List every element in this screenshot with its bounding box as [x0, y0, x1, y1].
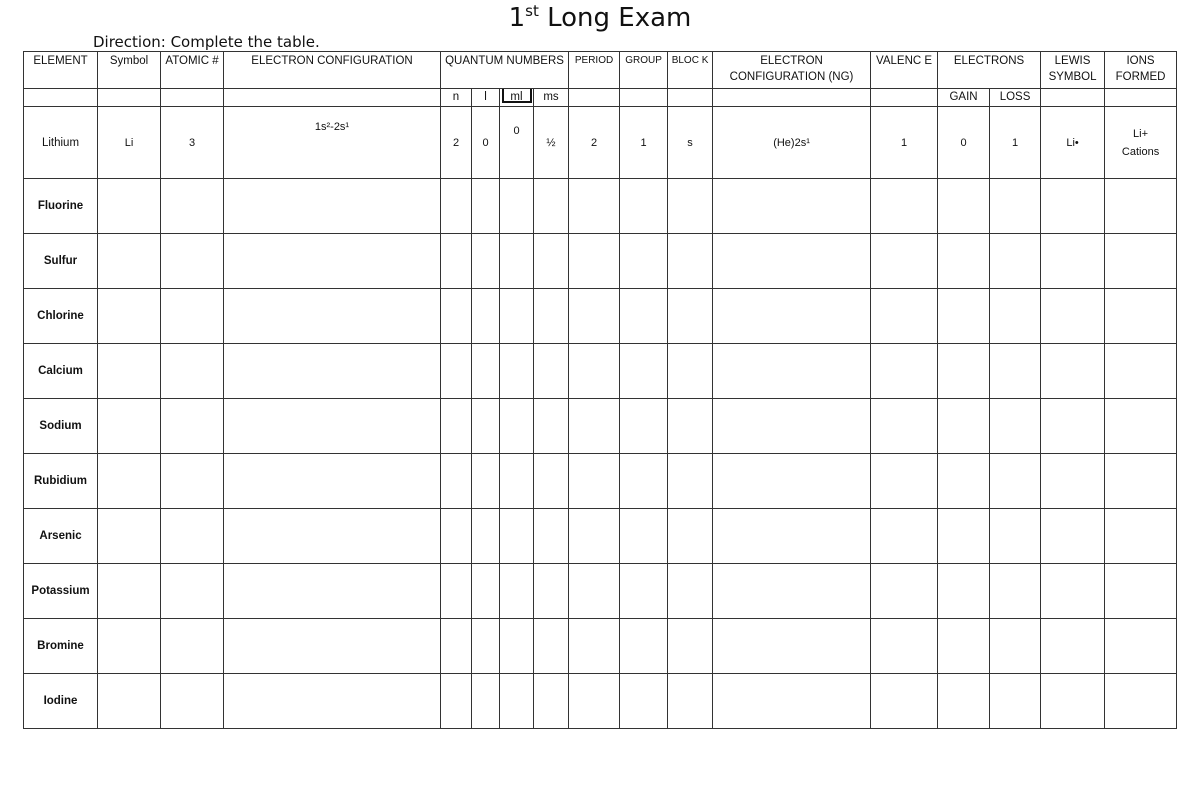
example-lewis: Li• — [1041, 107, 1105, 179]
answer-cell[interactable] — [620, 674, 668, 729]
answer-cell[interactable] — [500, 399, 534, 454]
header-element: ELEMENT — [24, 52, 98, 89]
answer-cell[interactable] — [713, 509, 871, 564]
answer-cell[interactable] — [224, 399, 441, 454]
answer-cell[interactable] — [224, 234, 441, 289]
answer-cell[interactable] — [98, 564, 161, 619]
answer-cell[interactable] — [938, 179, 990, 234]
answer-cell[interactable] — [938, 399, 990, 454]
answer-cell[interactable] — [1041, 234, 1105, 289]
answer-cell[interactable] — [1041, 344, 1105, 399]
answer-cell[interactable] — [620, 234, 668, 289]
example-loss: 1 — [990, 107, 1041, 179]
answer-cell[interactable] — [98, 179, 161, 234]
answer-cell[interactable] — [161, 234, 224, 289]
element-row — [24, 344, 1177, 399]
example-valence: 1 — [871, 107, 938, 179]
header-group: GROUP — [620, 52, 668, 89]
answer-cell[interactable] — [990, 289, 1041, 344]
answer-cell[interactable] — [569, 344, 620, 399]
answer-cell[interactable] — [620, 564, 668, 619]
header-lewis: LEWIS SYMBOL — [1041, 52, 1105, 89]
answer-cell[interactable] — [713, 619, 871, 674]
answer-cell[interactable] — [441, 344, 472, 399]
answer-cell[interactable] — [713, 674, 871, 729]
header-block: BLOC K — [668, 52, 713, 89]
answer-cell[interactable] — [534, 509, 569, 564]
header-config: ELECTRON CONFIGURATION — [224, 52, 441, 89]
header-row — [24, 52, 1177, 89]
header-valence: VALENC E — [871, 52, 938, 89]
header-ions: IONS FORMED — [1105, 52, 1177, 89]
answer-cell[interactable] — [668, 674, 713, 729]
answer-cell[interactable] — [1041, 454, 1105, 509]
element-name: Calcium — [24, 344, 98, 399]
answer-cell[interactable] — [990, 234, 1041, 289]
example-ml: 0 — [500, 107, 534, 179]
answer-cell[interactable] — [1105, 454, 1177, 509]
element-row — [24, 619, 1177, 674]
element-name: Sodium — [24, 399, 98, 454]
answer-cell[interactable] — [224, 344, 441, 399]
answer-cell[interactable] — [871, 674, 938, 729]
example-ms: ½ — [534, 107, 569, 179]
answer-cell[interactable] — [161, 399, 224, 454]
answer-cell[interactable] — [938, 674, 990, 729]
answer-cell[interactable] — [990, 344, 1041, 399]
header-config-ng: ELECTRON CONFIGURATION (NG) — [713, 52, 871, 89]
header-period: PERIOD — [569, 52, 620, 89]
answer-cell[interactable] — [500, 179, 534, 234]
answer-cell[interactable] — [1041, 289, 1105, 344]
example-row — [24, 107, 1177, 179]
answer-cell[interactable] — [472, 289, 500, 344]
answer-cell[interactable] — [569, 674, 620, 729]
element-name: Rubidium — [24, 454, 98, 509]
answer-cell[interactable] — [620, 509, 668, 564]
example-block: s — [668, 107, 713, 179]
answer-cell[interactable] — [713, 454, 871, 509]
example-ions: Li+ Cations — [1105, 107, 1177, 179]
answer-cell[interactable] — [472, 399, 500, 454]
answer-cell[interactable] — [620, 289, 668, 344]
answer-cell[interactable] — [668, 509, 713, 564]
subheader-ml: ml — [500, 89, 534, 107]
answer-cell[interactable] — [668, 234, 713, 289]
subheader-n: n — [441, 89, 472, 107]
example-element: Lithium — [24, 107, 98, 179]
answer-cell[interactable] — [871, 399, 938, 454]
exam-table — [23, 51, 1177, 729]
answer-cell[interactable] — [938, 509, 990, 564]
subheader-row — [24, 89, 1177, 107]
answer-cell[interactable] — [441, 289, 472, 344]
subheader-loss: LOSS — [990, 89, 1041, 107]
element-row — [24, 179, 1177, 234]
answer-cell[interactable] — [98, 619, 161, 674]
answer-cell[interactable] — [1105, 509, 1177, 564]
answer-cell[interactable] — [441, 234, 472, 289]
answer-cell[interactable] — [500, 234, 534, 289]
header-quantum: QUANTUM NUMBERS — [441, 52, 569, 89]
answer-cell[interactable] — [1041, 619, 1105, 674]
element-row — [24, 454, 1177, 509]
answer-cell[interactable] — [1105, 674, 1177, 729]
answer-cell[interactable] — [500, 289, 534, 344]
answer-cell[interactable] — [620, 454, 668, 509]
answer-cell[interactable] — [990, 619, 1041, 674]
answer-cell[interactable] — [224, 674, 441, 729]
answer-cell[interactable] — [990, 454, 1041, 509]
answer-cell[interactable] — [713, 564, 871, 619]
answer-cell[interactable] — [534, 344, 569, 399]
answer-cell[interactable] — [620, 619, 668, 674]
answer-cell[interactable] — [713, 179, 871, 234]
answer-cell[interactable] — [534, 619, 569, 674]
answer-cell[interactable] — [98, 509, 161, 564]
answer-cell[interactable] — [472, 454, 500, 509]
answer-cell[interactable] — [161, 564, 224, 619]
answer-cell[interactable] — [668, 454, 713, 509]
answer-cell[interactable] — [668, 289, 713, 344]
answer-cell[interactable] — [1105, 179, 1177, 234]
answer-cell[interactable] — [441, 619, 472, 674]
answer-cell[interactable] — [500, 564, 534, 619]
answer-cell[interactable] — [1105, 344, 1177, 399]
element-name: Arsenic — [24, 509, 98, 564]
answer-cell[interactable] — [500, 619, 534, 674]
element-row — [24, 289, 1177, 344]
element-name: Potassium — [24, 564, 98, 619]
element-name: Sulfur — [24, 234, 98, 289]
answer-cell[interactable] — [534, 179, 569, 234]
answer-cell[interactable] — [98, 234, 161, 289]
answer-cell[interactable] — [534, 564, 569, 619]
answer-cell[interactable] — [713, 399, 871, 454]
answer-cell[interactable] — [938, 234, 990, 289]
answer-cell[interactable] — [500, 509, 534, 564]
answer-cell[interactable] — [713, 289, 871, 344]
answer-cell[interactable] — [472, 564, 500, 619]
answer-cell[interactable] — [668, 179, 713, 234]
answer-cell[interactable] — [871, 234, 938, 289]
answer-cell[interactable] — [534, 674, 569, 729]
answer-cell[interactable] — [569, 234, 620, 289]
answer-cell[interactable] — [620, 179, 668, 234]
example-l: 0 — [472, 107, 500, 179]
answer-cell[interactable] — [161, 454, 224, 509]
element-row — [24, 399, 1177, 454]
answer-cell[interactable] — [1041, 179, 1105, 234]
example-config: 1s²-2s¹ — [224, 107, 441, 179]
answer-cell[interactable] — [441, 454, 472, 509]
answer-cell[interactable] — [569, 289, 620, 344]
element-name: Chlorine — [24, 289, 98, 344]
answer-cell[interactable] — [938, 289, 990, 344]
answer-cell[interactable] — [990, 674, 1041, 729]
answer-cell[interactable] — [441, 564, 472, 619]
answer-cell[interactable] — [871, 289, 938, 344]
answer-cell[interactable] — [98, 399, 161, 454]
answer-cell[interactable] — [1105, 564, 1177, 619]
answer-cell[interactable] — [161, 674, 224, 729]
answer-cell[interactable] — [534, 399, 569, 454]
page-title: 1st Long Exam — [508, 2, 692, 33]
element-row — [24, 509, 1177, 564]
header-symbol: Symbol — [98, 52, 161, 89]
answer-cell[interactable] — [224, 509, 441, 564]
answer-cell[interactable] — [500, 344, 534, 399]
answer-cell[interactable] — [713, 344, 871, 399]
answer-cell[interactable] — [871, 344, 938, 399]
answer-cell[interactable] — [871, 509, 938, 564]
answer-cell[interactable] — [441, 399, 472, 454]
subheader-ms: ms — [534, 89, 569, 107]
answer-cell[interactable] — [98, 289, 161, 344]
subheader-l: l — [472, 89, 500, 107]
example-group: 1 — [620, 107, 668, 179]
answer-cell[interactable] — [1041, 509, 1105, 564]
example-symbol: Li — [98, 107, 161, 179]
answer-cell[interactable] — [871, 454, 938, 509]
answer-cell[interactable] — [161, 509, 224, 564]
answer-cell[interactable] — [500, 454, 534, 509]
answer-cell[interactable] — [990, 564, 1041, 619]
answer-cell[interactable] — [472, 179, 500, 234]
answer-cell[interactable] — [938, 344, 990, 399]
answer-cell[interactable] — [569, 179, 620, 234]
answer-cell[interactable] — [938, 454, 990, 509]
direction-text: Direction: Complete the table. — [93, 33, 320, 51]
answer-cell[interactable] — [620, 399, 668, 454]
answer-cell[interactable] — [1105, 234, 1177, 289]
answer-cell[interactable] — [224, 454, 441, 509]
answer-cell[interactable] — [713, 234, 871, 289]
header-electrons: ELECTRONS — [938, 52, 1041, 89]
element-name: Iodine — [24, 674, 98, 729]
example-config-ng: (He)2s¹ — [713, 107, 871, 179]
header-atomic: ATOMIC # — [161, 52, 224, 89]
answer-cell[interactable] — [161, 619, 224, 674]
answer-cell[interactable] — [224, 619, 441, 674]
answer-cell[interactable] — [668, 564, 713, 619]
element-name: Fluorine — [24, 179, 98, 234]
element-row — [24, 564, 1177, 619]
element-name: Bromine — [24, 619, 98, 674]
element-row — [24, 674, 1177, 729]
answer-cell[interactable] — [472, 674, 500, 729]
element-row — [24, 234, 1177, 289]
answer-cell[interactable] — [161, 179, 224, 234]
answer-cell[interactable] — [224, 179, 441, 234]
answer-cell[interactable] — [500, 674, 534, 729]
answer-cell[interactable] — [98, 344, 161, 399]
answer-cell[interactable] — [472, 234, 500, 289]
answer-cell[interactable] — [569, 564, 620, 619]
answer-cell[interactable] — [1105, 399, 1177, 454]
answer-cell[interactable] — [161, 344, 224, 399]
answer-cell[interactable] — [534, 454, 569, 509]
answer-cell[interactable] — [1041, 399, 1105, 454]
answer-cell[interactable] — [441, 179, 472, 234]
answer-cell[interactable] — [569, 509, 620, 564]
answer-cell[interactable] — [161, 289, 224, 344]
answer-cell[interactable] — [990, 179, 1041, 234]
answer-cell[interactable] — [441, 674, 472, 729]
answer-cell[interactable] — [472, 344, 500, 399]
answer-cell[interactable] — [534, 234, 569, 289]
answer-cell[interactable] — [668, 399, 713, 454]
answer-cell[interactable] — [569, 454, 620, 509]
answer-cell[interactable] — [620, 344, 668, 399]
answer-cell[interactable] — [472, 509, 500, 564]
answer-cell[interactable] — [1041, 564, 1105, 619]
answer-cell[interactable] — [472, 619, 500, 674]
example-n: 2 — [441, 107, 472, 179]
answer-cell[interactable] — [668, 344, 713, 399]
example-gain: 0 — [938, 107, 990, 179]
answer-cell[interactable] — [224, 289, 441, 344]
answer-cell[interactable] — [1041, 674, 1105, 729]
answer-cell[interactable] — [569, 399, 620, 454]
answer-cell[interactable] — [1105, 289, 1177, 344]
answer-cell[interactable] — [441, 509, 472, 564]
answer-cell[interactable] — [871, 564, 938, 619]
answer-cell[interactable] — [224, 564, 441, 619]
answer-cell[interactable] — [871, 179, 938, 234]
answer-cell[interactable] — [98, 454, 161, 509]
example-period: 2 — [569, 107, 620, 179]
answer-cell[interactable] — [668, 619, 713, 674]
answer-cell[interactable] — [938, 619, 990, 674]
answer-cell[interactable] — [569, 619, 620, 674]
answer-cell[interactable] — [990, 509, 1041, 564]
answer-cell[interactable] — [938, 564, 990, 619]
answer-cell[interactable] — [534, 289, 569, 344]
answer-cell[interactable] — [871, 619, 938, 674]
subheader-gain: GAIN — [938, 89, 990, 107]
example-atomic: 3 — [161, 107, 224, 179]
answer-cell[interactable] — [990, 399, 1041, 454]
answer-cell[interactable] — [98, 674, 161, 729]
answer-cell[interactable] — [1105, 619, 1177, 674]
